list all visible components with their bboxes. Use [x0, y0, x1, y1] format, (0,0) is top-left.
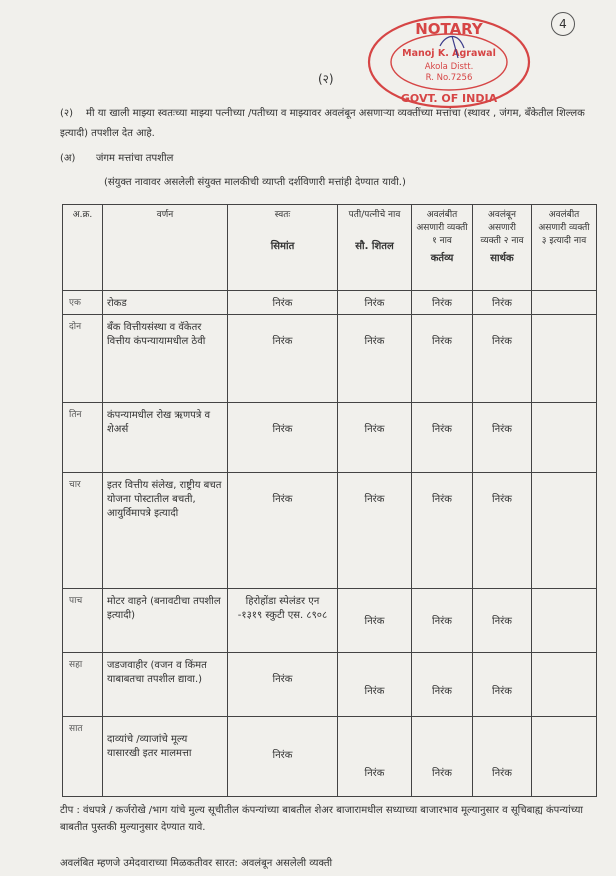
row-dep2-value: निरंक — [473, 403, 532, 473]
row-dep3-value — [532, 315, 597, 403]
row-serial: दोन — [63, 315, 103, 403]
section-number: (अ) — [60, 153, 76, 164]
row-description: रोकड — [103, 291, 228, 315]
corner-page-marker: 4 — [551, 12, 575, 36]
row-self-value: हिरोहोंडा स्पेलंडर एन -१३१९ स्कुटी एस. ८९०८ — [228, 589, 338, 653]
declaration-paragraph — [60, 104, 590, 144]
dependent-1-name: कर्तव्य — [430, 253, 454, 264]
row-self-value: निरंक — [228, 403, 338, 473]
row-description: दाव्यांचे /व्याजांचे मूल्य यासारखी इतर मालमत्ता — [103, 717, 228, 797]
table-row — [63, 717, 597, 797]
row-dep2-value: निरंक — [473, 473, 532, 589]
row-dep3-value — [532, 291, 597, 315]
row-self-value: निरंक — [228, 717, 338, 797]
row-self-value: निरंक — [228, 653, 338, 717]
page-number: (२) — [318, 72, 334, 86]
row-serial: तिन — [63, 403, 103, 473]
row-spouse-value: निरंक — [338, 315, 412, 403]
row-description: जडजवाहीर (वजन व किंमत याबाबतचा तपशील द्यावा.) — [103, 653, 228, 717]
row-dep3-value — [532, 653, 597, 717]
row-dep2-value: निरंक — [473, 717, 532, 797]
table-row — [63, 653, 597, 717]
svg-text:GOVT. OF INDIA: GOVT. OF INDIA — [400, 92, 498, 105]
table-row — [63, 315, 597, 403]
table-row — [63, 473, 597, 589]
table-row — [63, 291, 597, 315]
row-dep2-value: निरंक — [473, 589, 532, 653]
row-self-value: निरंक — [228, 473, 338, 589]
row-dep2-value: निरंक — [473, 653, 532, 717]
table-header-row — [63, 205, 597, 291]
header-serial: अ.क्र. — [63, 205, 103, 291]
notary-seal-stamp — [366, 14, 532, 110]
row-description: बँक वित्तीयसंस्था व वॅकेतर वित्तीय कंपन्यायामधील ठेवी — [103, 315, 228, 403]
row-self-value: निरंक — [228, 315, 338, 403]
row-dep1-value: निरंक — [412, 717, 473, 797]
header-dependent-3: अवलंबीत असणारी व्यक्ती ३ इत्यादी नाव — [532, 205, 597, 291]
header-self: स्वतः सिमांत — [228, 205, 338, 291]
footnote: टीप : वंधपत्रे / कर्जरोखे /भाग यांचे मुल्य सूचीतील कंपन्यांच्या बाबतील शेअर बाजारामधील सध्याच्या बाजारभाव मूल्यानुसार व सूचिबाह्य कंपन्यांच्या बाबतीत पुस्तकी मुल्यानुसार देण्यात यावे. — [60, 805, 584, 833]
row-dep1-value: निरंक — [412, 589, 473, 653]
row-dep1-value: निरंक — [412, 315, 473, 403]
row-description: मोटर वाहने (बनावटीचा तपशील इत्यादी) — [103, 589, 228, 653]
row-dep1-value: निरंक — [412, 473, 473, 589]
row-spouse-value: निरंक — [338, 473, 412, 589]
table-row — [63, 589, 597, 653]
row-dep3-value — [532, 589, 597, 653]
table-row — [63, 403, 597, 473]
row-self-value: निरंक — [228, 291, 338, 315]
row-serial: चार — [63, 473, 103, 589]
header-spouse: पती/पत्नीचे नाव सौ. शितल — [338, 205, 412, 291]
movable-assets-table — [62, 204, 597, 797]
row-dep1-value: निरंक — [412, 291, 473, 315]
row-spouse-value: निरंक — [338, 403, 412, 473]
row-spouse-value: निरंक — [338, 717, 412, 797]
row-spouse-value: निरंक — [338, 291, 412, 315]
row-dep1-value: निरंक — [412, 403, 473, 473]
header-dependent-2: अवलंबून असणारी व्यक्ती २ नाव सार्थक — [473, 205, 532, 291]
section-heading — [60, 150, 173, 164]
spouse-name: सौ. शितल — [355, 241, 394, 252]
svg-text:NOTARY: NOTARY — [415, 20, 483, 38]
row-serial: पाच — [63, 589, 103, 653]
row-dep3-value — [532, 473, 597, 589]
svg-text:Manoj K. Agrawal: Manoj K. Agrawal — [402, 48, 496, 59]
row-serial: सहा — [63, 653, 103, 717]
section-title: जंगम मत्तांचा तपशील — [96, 153, 174, 164]
row-serial: सात — [63, 717, 103, 797]
row-dep2-value: निरंक — [473, 315, 532, 403]
section-note: (संयुक्त नावावर असलेली संयुक्त मालकीची व्याप्ती दर्शविणारी मत्तांही देण्यात यावी.) — [104, 177, 406, 188]
row-description: कंपन्यामधील रोख ऋणपत्रे व शेअर्स — [103, 403, 228, 473]
row-spouse-value: निरंक — [338, 653, 412, 717]
row-dep3-value — [532, 403, 597, 473]
header-dependent-1: अवलंबीत असणारी व्यक्ती १ नाव कर्तव्य — [412, 205, 473, 291]
footer-definition-line: अवलंबित म्हणजे उमेदवाराच्या मिळकतीवर सारत: अवलंबून असलेली व्यक्ती — [60, 858, 333, 869]
svg-text:R. No.7256: R. No.7256 — [425, 73, 473, 83]
dependent-2-name: सार्थक — [490, 253, 514, 264]
self-name: सिमांत — [270, 241, 295, 252]
row-spouse-value: निरंक — [338, 589, 412, 653]
header-description: वर्णन — [103, 205, 228, 291]
row-dep1-value: निरंक — [412, 653, 473, 717]
svg-text:Akola Distt.: Akola Distt. — [424, 62, 474, 72]
row-dep2-value: निरंक — [473, 291, 532, 315]
row-serial: एक — [63, 291, 103, 315]
paragraph-number: (२) — [60, 108, 74, 119]
row-description: इतर वित्तीय संलेख, राष्ट्रीय बचत योजना पोस्टातील बचती, आयुर्विमापत्रे इत्यादी — [103, 473, 228, 589]
row-dep3-value — [532, 717, 597, 797]
paragraph-text: मी या खाली माझ्या स्वतःच्या माझ्या पत्नीच्या /पतीच्या व माझ्यावर अवलंबून असणाऱ्या व्यक्तींच्या मत्तांचा (स्थावर , जंगम, बँकेतील शिल्लक इत्यादी) तपशील देत आहे. — [60, 108, 585, 139]
